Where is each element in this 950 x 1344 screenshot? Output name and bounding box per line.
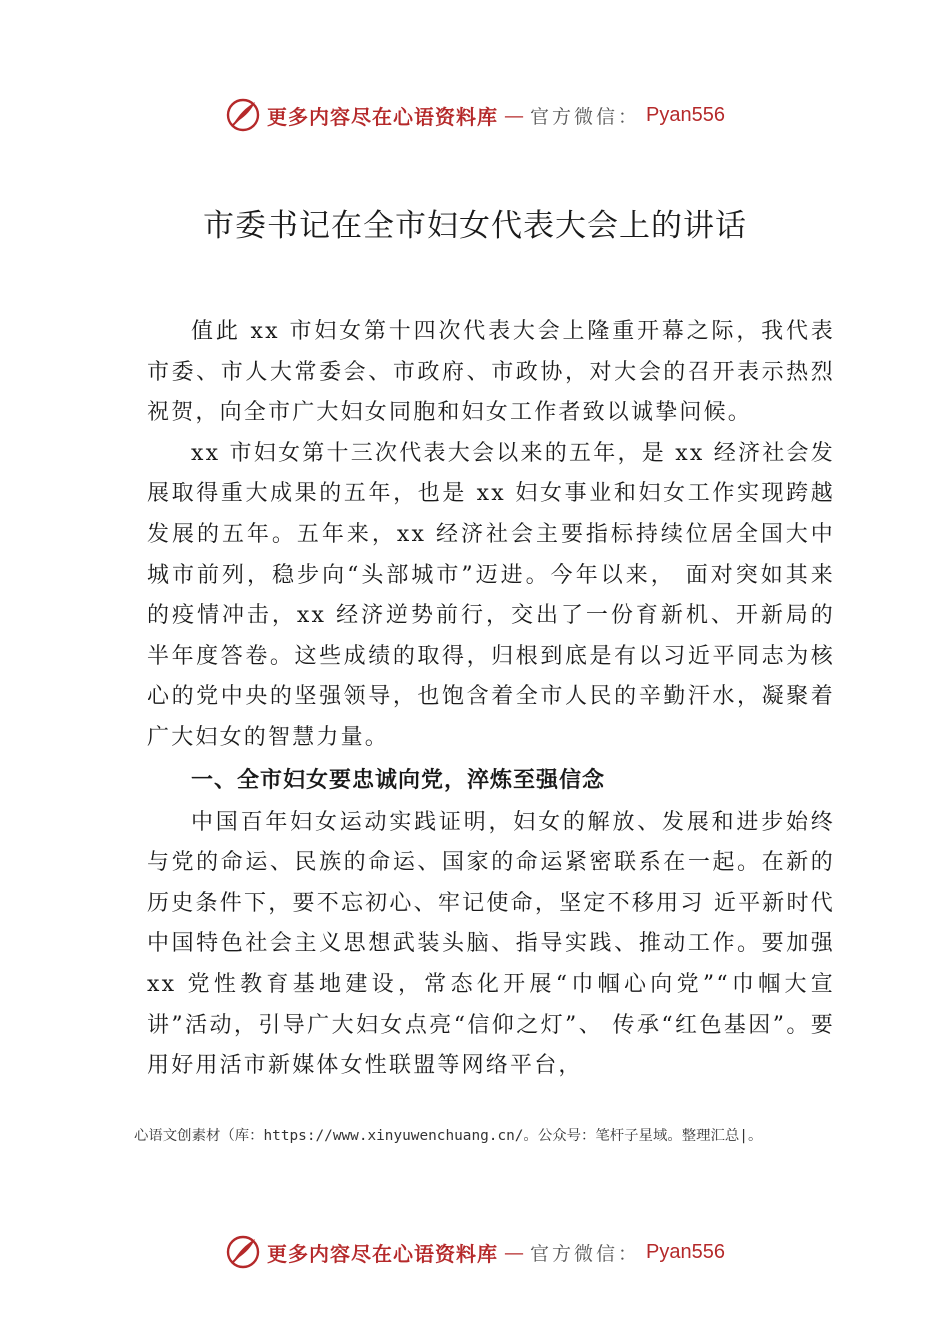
source-note: 心语文创素材（库：https://www.xinyuwenchuang.cn/。公众号：笔杆子星域。整理汇总|。 xyxy=(134,1128,763,1144)
footer-banner xyxy=(0,1232,950,1272)
quill-pen-circle-icon xyxy=(225,1234,261,1270)
quill-pen-circle-icon xyxy=(225,97,261,133)
paragraph-opening: 值此 xx 市妇女第十四次代表大会上隆重开幕之际，我代表市委、市人大常委会、市政府、市政协，对大会的召开表示热烈祝贺，向全市广大妇女同胞和妇女工作者致以诚挚问候。 xyxy=(147,319,835,426)
banner-wechat-id: Pyan556 xyxy=(646,1240,725,1263)
banner-dash: — xyxy=(504,103,524,127)
document-body xyxy=(147,312,835,1087)
document-title: 市委书记在全市妇女代表大会上的讲话 xyxy=(203,208,747,244)
header-banner xyxy=(0,95,950,135)
paragraph-section-one: 中国百年妇女运动实践证明，妇女的解放、发展和进步始终与党的命运、民族的命运、国家的命运紧密联系在一起。在新的历史条件下，要不忘初心、牢记使命，坚定不移用习 近平新时代中国特色社会主义思想武装头脑、指导实践、推动工作。要加强 xx 党性教育基地建设，常态化开展“巾帼心向党”“巾帼大宣讲”活动，引导广大妇女点亮“信仰之灯”、 传承“红色基因”。要用好用活市新媒体女性联盟等网络平台， xyxy=(147,809,835,1079)
banner-wechat-label: 官方微信： xyxy=(530,1242,641,1265)
banner-wechat-id: Pyan556 xyxy=(646,103,725,126)
section-heading: 一、全市妇女要忠诚向党，淬炼至强信念 xyxy=(191,767,606,793)
banner-main-text: 更多内容尽在心语资料库 xyxy=(267,104,498,129)
banner-main-text: 更多内容尽在心语资料库 xyxy=(267,1241,498,1266)
banner-wechat-label: 官方微信： xyxy=(530,105,641,128)
banner-dash: — xyxy=(504,1240,524,1264)
paragraph-achievements: xx 市妇女第十三次代表大会以来的五年，是 xx 经济社会发展取得重大成果的五年，也是 xx 妇女事业和妇女工作实现跨越发展的五年。五年来，xx 经济社会主要指标持续位居全国大中城市前列，稳步向“头部城市”迈进。今年以来， 面对突如其来的疫情冲击，xx 经济逆势前行，交出了一份育新机、开新局的半年度答卷。这些成绩的取得，归根到底是有以习近平同志为核心的党中央的坚强领导，也饱含着全市人民的辛勤汗水，凝聚着广大妇女的智慧力量。 xyxy=(147,440,835,750)
